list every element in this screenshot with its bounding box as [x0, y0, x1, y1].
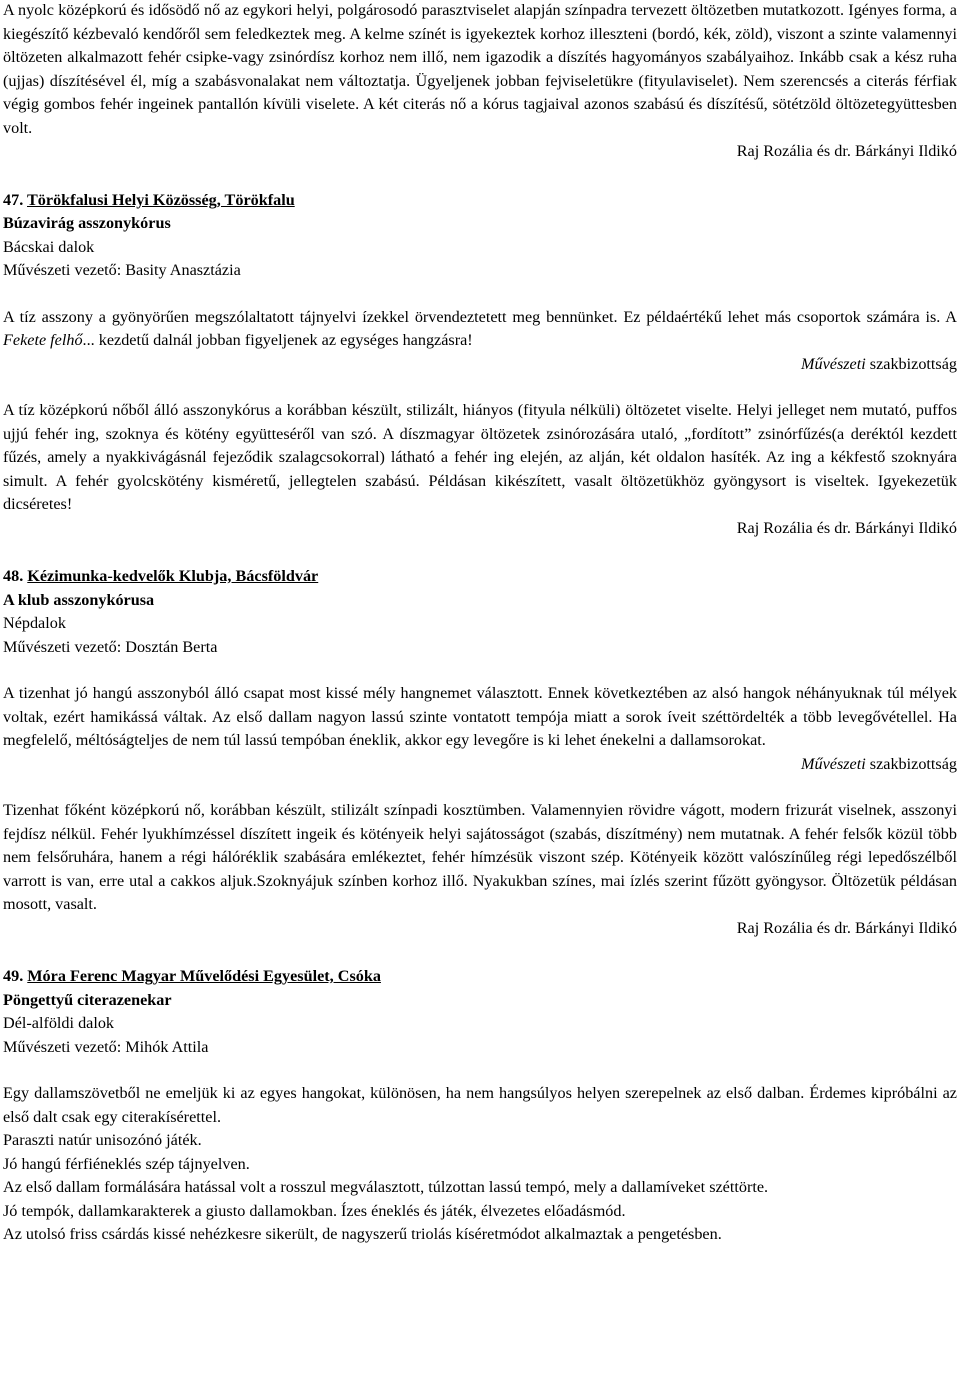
section-number: 49. — [3, 967, 24, 985]
section-title: Móra Ferenc Magyar Művelődési Egyesület, Csóka — [27, 967, 381, 985]
section-49 — [3, 965, 957, 1247]
section-47 — [3, 189, 957, 541]
signature: Raj Rozália és dr. Bárkányi Ildikó — [736, 518, 957, 537]
section-title: Törökfalusi Helyi Közösség, Törökfalu — [27, 190, 295, 209]
review-line: Jó tempók, dallamkarakterek a giusto dallamokban. Ízes éneklés és játék, élvezetes előadásmód. — [3, 1201, 626, 1220]
artistic-leader: Művészeti vezető: Dosztán Berta — [3, 637, 218, 656]
paragraph-music-review: A tizenhat jó hangú asszonyból álló csapat most kissé mély hangnemet választott. Ennek következtében az alsó hangok néhányuknak túl mélyek voltak, ezért hamikássá váltak. Az első dallam nagyon lassú szinte vontatott tempója miatt a sorok íveit széttördelték a több levegővétellel. Ha megfelelő, méltóságteljes de nem túl lassú tempóban éneklik, akkor egy levegőre is ki lehet énekelni a dallamsorokat. — [3, 684, 957, 749]
review-line: Az első dallam formálására hatással volt a rosszul megválasztott, túlzottan lassú tempó, mely a dallamíveket széttörte. — [3, 1178, 769, 1196]
artistic-leader: Művészeti vezető: Basity Anasztázia — [3, 261, 241, 279]
section-heading — [3, 189, 957, 213]
review-line: Jó hangú férfiéneklés szép tájnyelven. — [3, 1154, 250, 1173]
review-line: Az utolsó friss csárdás kissé nehézkesre sikerült, de nagyszerű triolás kíséretmódot alkalmaztak a pengetésben. — [3, 1225, 722, 1243]
genre: Népdalok — [3, 614, 66, 632]
section-title: Kézimunka-kedvelők Klubja, Bácsföldvár — [27, 567, 319, 585]
paragraph-costume-review: A tíz középkorú nőből álló asszonykórus a korábban készült, stilizált, hiányos (fityula nélküli) öltözetet viselte. Helyi jelleget nem mutató, puffos ujjú fehér ing, szoknya és kötény együtteséről van szó. A díszmagyar öltözetek zsinórozására utaló, „fordított” zsinórfűzés(a deréktól kezdett fűzés, amely a nyakkivágásnál fejeződik szalagcsokorral) látható a fehér ing elején, az alján, két oldalon hasíték. Az ing a kékfestő szoknyára simult. A fehér gyolcskötény kisméretű, jellegtelen szabású. Példásan kikészített, vasalt öltözetükhöz gyöngysort is viseltek. Igyekezetük dicséretes! — [3, 401, 957, 513]
group-name: Pöngettyű citerazenekar — [3, 990, 172, 1009]
song-title: Fekete felhő — [3, 331, 83, 349]
text-run: szakbizottság — [865, 754, 957, 773]
genre: Bácskai dalok — [3, 237, 95, 256]
review-line: Egy dallamszövetből ne emeljük ki az egyes hangokat, különösen, ha nem hangsúlyos helyen szerepelnek az első dalban. Érdemes kipróbálni az első dalt csak egy citerakísérettel. — [3, 1084, 957, 1126]
paragraph-music-review — [3, 306, 957, 353]
signature: Raj Rozália és dr. Bárkányi Ildikó — [736, 142, 957, 160]
paragraph-costume-review: Tizenhat főként középkorú nő, korábban készült, stilizált színpadi kosztümben. Valamennyien rövidre vágott, modern frizurát viselnek, asszonyi fejdísz nélkül. Fehér lyukhímzéssel díszített ingeik és kötényeik helyi sajátosságot (szabás, díszítmény) nem mutatnak. A fehér felsők közül több nem felsőruhára, hanem a régi hálóréklik szabására emlékeztet, fehér hímzésük viszont szép. Kötényeik között valószínűleg régi lepedőszélből varrott is van, erre utal a cakkos aljuk.Szoknyájuk színben korhoz illő. Nyakukban színes, mai ízlés szerint fűzött gyöngysor. Öltözetük példásan mosott, vasalt. — [3, 801, 957, 913]
group-name: A klub asszonykórusa — [3, 590, 155, 609]
text-run: ... kezdetű dalnál jobban figyeljenek az egységes hangzásra! — [82, 331, 473, 349]
section-48 — [3, 565, 957, 940]
section-heading — [3, 965, 957, 989]
text-run: szakbizottság — [865, 354, 957, 373]
signature-committee — [3, 353, 957, 377]
artistic-leader: Művészeti vezető: Mihók Attila — [3, 1037, 209, 1056]
text-run: Művészeti — [801, 754, 866, 773]
paragraph-costume-review: A nyolc középkorú és idősödő nő az egykori helyi, polgárosodó parasztviselet alapján színpadra tervezett öltözetben mutatkozott. Igényes forma, a kiegészítő kézbevaló kendőről sem feledkeztek meg. A kelme színét is igyekeztek korhoz illeszteni (bordó, kék, zöld), viszont a szinte valamennyi öltözeten alkalmazott fehér csipke-vagy zsinórdísz korhoz nem illő, nem igazodik a díszítés hagyományos szabályaihoz. Inkább csak a kész ruha (ujjas) díszítésével él, míg a szabásvonalakat nem változtatja. Ügyeljenek jobban fejviseletükre (fityulaviselet). Nem szerencsés a citerás férfiak végig gombos fehér ingeinek pantallón kívüli viselete. A két citerás nő a kórus tagjaival azonos szabású és díszítésű, sötétzöld öltözetegyüttesben volt. — [3, 1, 957, 137]
group-name: Búzavirág asszonykórus — [3, 214, 171, 232]
section-number: 47. — [3, 190, 24, 209]
section-number: 48. — [3, 567, 24, 585]
text-run: A tíz asszony a gyönyörűen megszólaltatott tájnyelvi ízekkel örvendeztetett meg bennünket. Ez példaértékű lehet más csoportok számára is. A — [3, 307, 957, 326]
text-run: Művészeti — [801, 354, 866, 373]
signature: Raj Rozália és dr. Bárkányi Ildikó — [736, 918, 957, 937]
section-heading — [3, 565, 957, 589]
review-line: Paraszti natúr unisozónó játék. — [3, 1131, 202, 1149]
genre: Dél-alföldi dalok — [3, 1014, 115, 1032]
signature-committee — [3, 753, 957, 777]
